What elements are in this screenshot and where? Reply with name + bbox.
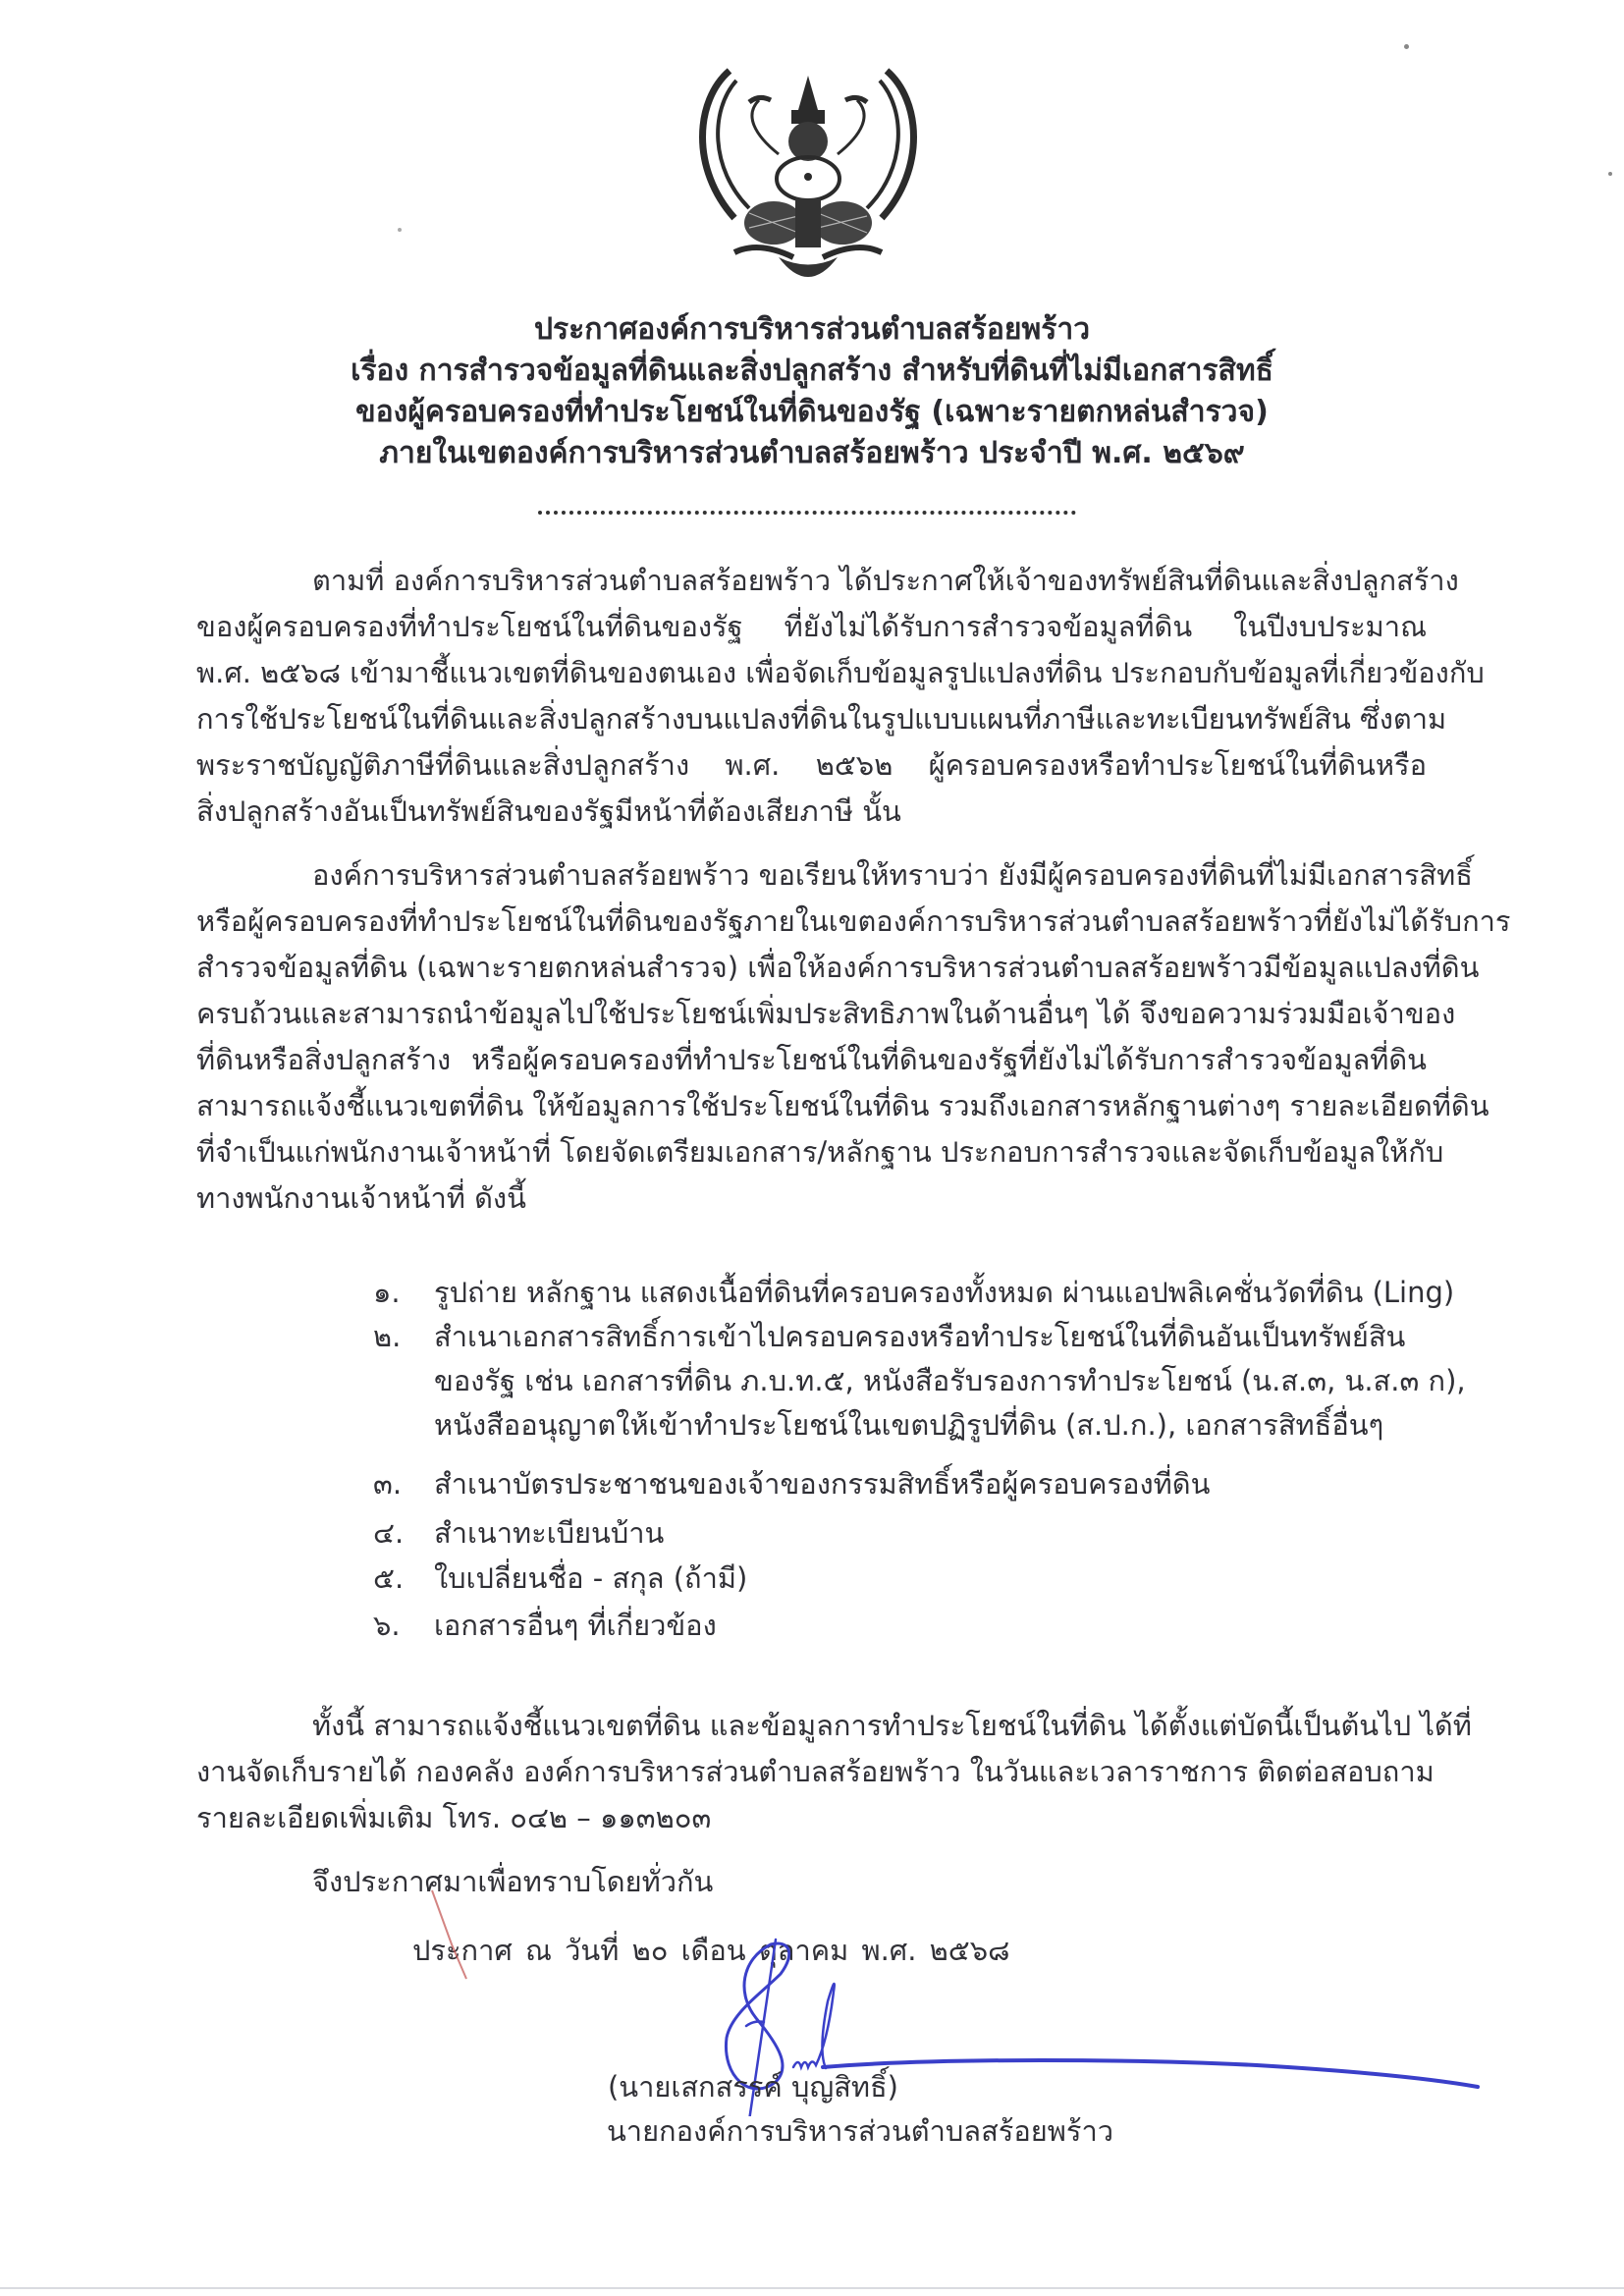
list-number: ๓. <box>373 1467 403 1501</box>
list-item: ใบเปลี่ยนชื่อ - สกุล (ถ้ามี) <box>434 1561 748 1595</box>
paragraph1-line: ของผู้ครอบครองที่ทำประโยชน์ในที่ดินของรัฐ ที่ยังไม่ได้รับการสำรวจข้อมูลที่ดิน ในปีงบประมาณ <box>196 610 1427 643</box>
scan-speck <box>398 228 402 232</box>
list-item-continued: หนังสืออนุญาตให้เข้าทำประโยชน์ในเขตปฏิรูปที่ดิน (ส.ป.ก.), เอกสารสิทธิ์อื่นๆ <box>434 1408 1384 1442</box>
signatory-name: (นายเสกสรรค์ บุญสิทธิ์) <box>607 2070 899 2104</box>
garuda-emblem-icon <box>676 61 941 292</box>
list-number: ๕. <box>373 1561 405 1595</box>
paragraph2-line: ทางพนักงานเจ้าหน้าที่ ดังนี้ <box>196 1181 526 1215</box>
closing-statement: จึงประกาศมาเพื่อทราบโดยทั่วกัน <box>312 1865 714 1898</box>
list-number: ๑. <box>373 1276 401 1309</box>
paragraph2-line: ครบถ้วนและสามารถนำข้อมูลไปใช้ประโยชน์เพิ่มประสิทธิภาพในด้านอื่นๆ ได้ จึงขอความร่วมมือเจ้าของ <box>196 997 1456 1030</box>
red-pen-mark-icon <box>422 1886 501 1984</box>
announcement-date: ประกาศ ณ วันที่ ๒๐ เดือน ตุลาคม พ.ศ. ๒๕๖๘ <box>412 1934 1010 1967</box>
list-item: สำเนาบัตรประชาชนของเจ้าของกรรมสิทธิ์หรือผู้ครอบครองที่ดิน <box>434 1467 1211 1501</box>
paragraph2-line: องค์การบริหารส่วนตำบลสร้อยพร้าว ขอเรียนให้ทราบว่า ยังมีผู้ครอบครองที่ดินที่ไม่มีเอกสารสิทธิ์ <box>312 858 1473 892</box>
announcement-title: ประกาศองค์การบริหารส่วนตำบลสร้อยพร้าว <box>533 312 1091 347</box>
subject-line-3: ภายในเขตองค์การบริหารส่วนตำบลสร้อยพร้าว ประจำปี พ.ศ. ๒๕๖๙ <box>379 436 1245 470</box>
scan-edge-line <box>0 2287 1624 2289</box>
scan-speck <box>1404 44 1409 49</box>
paragraph1-line: สิ่งปลูกสร้างอันเป็นทรัพย์สินของรัฐมีหน้าที่ต้องเสียภาษี นั้น <box>196 794 901 828</box>
paragraph2-line: สามารถแจ้งชี้แนวเขตที่ดิน ให้ข้อมูลการใช้ประโยชน์ในที่ดิน รวมถึงเอกสารหลักฐานต่างๆ รายละเอียดที่ดิน <box>196 1089 1489 1122</box>
dotted-separator <box>538 511 1076 515</box>
paragraph2-line: สำรวจข้อมูลที่ดิน (เฉพาะรายตกหล่นสำรวจ) เพื่อให้องค์การบริหารส่วนตำบลสร้อยพร้าวมีข้อมูลแปลงที่ดิน <box>196 951 1480 984</box>
list-item: รูปถ่าย หลักฐาน แสดงเนื้อที่ดินที่ครอบครองทั้งหมด ผ่านแอปพลิเคชั่นวัดที่ดิน (Ling) <box>434 1276 1455 1309</box>
scan-speck <box>1608 172 1612 176</box>
list-number: ๖. <box>373 1609 401 1642</box>
signatory-title: นายกองค์การบริหารส่วนตำบลสร้อยพร้าว <box>606 2114 1114 2148</box>
paragraph1-line: การใช้ประโยชน์ในที่ดินและสิ่งปลูกสร้างบนแปลงที่ดินในรูปแบบแผนที่ภาษีและทะเบียนทรัพย์สิน ซึ่งตาม <box>196 702 1447 736</box>
contact-phone-line: รายละเอียดเพิ่มเติม โทร. ๐๔๒ – ๑๑๓๒๐๓ <box>196 1801 712 1834</box>
list-item: สำเนาเอกสารสิทธิ์การเข้าไปครอบครองหรือทำประโยชน์ในที่ดินอันเป็นทรัพย์สิน <box>434 1320 1406 1353</box>
paragraph2-line: ที่จำเป็นแก่พนักงานเจ้าหน้าที่ โดยจัดเตรียมเอกสาร/หลักฐาน ประกอบการสำรวจและจัดเก็บข้อมูลให้กับ <box>196 1135 1444 1169</box>
list-number: ๔. <box>373 1516 405 1550</box>
paragraph1-line: พ.ศ. ๒๕๖๘ เข้ามาชี้แนวเขตที่ดินของตนเอง เพื่อจัดเก็บข้อมูลรูปแปลงที่ดิน ประกอบกับข้อมูลที่เกี่ยวข้องกับ <box>196 656 1485 689</box>
list-item: สำเนาทะเบียนบ้าน <box>434 1516 665 1550</box>
subject-line-1: เรื่อง การสำรวจข้อมูลที่ดินและสิ่งปลูกสร้าง สำหรับที่ดินที่ไม่มีเอกสารสิทธิ์ <box>351 354 1273 388</box>
paragraph2-line: หรือผู้ครอบครองที่ทำประโยชน์ในที่ดินของรัฐภายในเขตองค์การบริหารส่วนตำบลสร้อยพร้าวที่ยังไม่ได้รับการ <box>196 904 1511 938</box>
list-item-continued: ของรัฐ เช่น เอกสารที่ดิน ภ.บ.ท.๕, หนังสือรับรองการทำประโยชน์ (น.ส.๓, น.ส.๓ ก), <box>434 1364 1466 1397</box>
list-number: ๒. <box>373 1320 402 1353</box>
paragraph1-line: ตามที่ องค์การบริหารส่วนตำบลสร้อยพร้าว ได้ประกาศให้เจ้าของทรัพย์สินที่ดินและสิ่งปลูกสร้าง <box>312 564 1459 597</box>
list-item: เอกสารอื่นๆ ที่เกี่ยวข้อง <box>434 1609 717 1642</box>
paragraph2-line: ที่ดินหรือสิ่งปลูกสร้าง หรือผู้ครอบครองที่ทำประโยชน์ในที่ดินของรัฐที่ยังไม่ได้รับการสำรวจข้อมูลที่ดิน <box>196 1043 1427 1076</box>
paragraph3-line: ทั้งนี้ สามารถแจ้งชี้แนวเขตที่ดิน และข้อมูลการทำประโยชน์ในที่ดิน ได้ตั้งแต่บัดนี้เป็นต้นไป ได้ที่ <box>312 1709 1472 1742</box>
subject-line-2: ของผู้ครอบครองที่ทำประโยชน์ในที่ดินของรัฐ (เฉพาะรายตกหล่นสำรวจ) <box>355 395 1269 429</box>
paragraph1-line: พระราชบัญญัติภาษีที่ดินและสิ่งปลูกสร้าง พ.ศ. ๒๕๖๒ ผู้ครอบครองหรือทำประโยชน์ในที่ดินหรือ <box>196 748 1427 782</box>
paragraph3-line: งานจัดเก็บรายได้ กองคลัง องค์การบริหารส่วนตำบลสร้อยพร้าว ในวันและเวลาราชการ ติดต่อสอบถาม <box>196 1755 1435 1788</box>
